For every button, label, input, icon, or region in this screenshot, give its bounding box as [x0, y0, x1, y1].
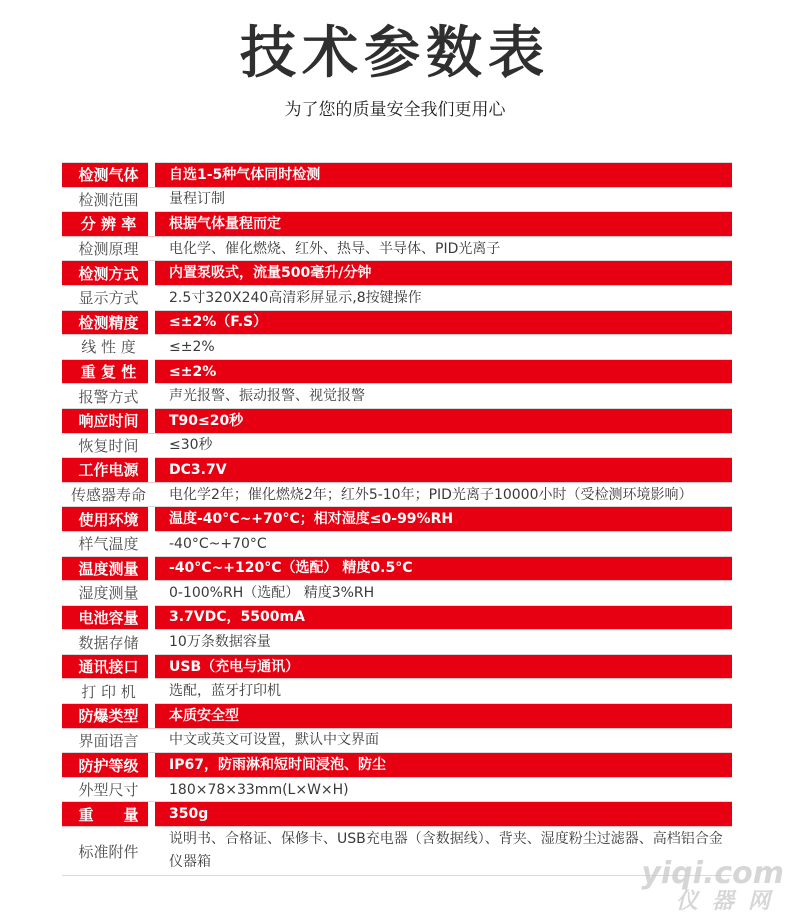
spec-value: 350g: [169, 806, 209, 823]
spec-label: 使用环境: [62, 509, 155, 530]
spec-label: 界面语言: [78, 731, 139, 750]
spec-row: [62, 261, 732, 286]
spec-value: ≤±2%: [169, 338, 215, 355]
spec-row: [62, 778, 732, 803]
spec-value: ≤±2%（F.S）: [169, 314, 268, 331]
spec-label: 外型尺寸: [78, 781, 139, 800]
page-title: 技术参数表: [240, 21, 550, 86]
spec-row: [62, 630, 732, 655]
spec-label: 标准附件: [78, 842, 139, 861]
spec-label: 数据存储: [78, 633, 139, 652]
spec-row: [62, 729, 732, 754]
spec-row: [62, 335, 732, 360]
spec-row: [62, 360, 732, 385]
spec-value: 本质安全型: [169, 707, 239, 724]
spec-row: [62, 163, 732, 188]
spec-label: 检测气体: [62, 164, 155, 185]
watermark-domain: yiqi.com: [641, 856, 784, 891]
spec-value: -40°C~+120°C（选配） 精度0.5°C: [169, 560, 413, 577]
spec-label: 电池容量: [62, 607, 155, 628]
spec-row: [62, 434, 732, 459]
spec-value: 中文或英文可设置，默认中文界面: [169, 732, 379, 749]
spec-row: [62, 311, 732, 336]
spec-value: 温度-40°C~+70°C；相对湿度≤0-99%RH: [169, 511, 454, 528]
spec-row: [62, 507, 732, 532]
spec-value: 0-100%RH（选配） 精度3%RH: [169, 584, 375, 601]
spec-value: 量程订制: [169, 191, 225, 208]
spec-value: 2.5寸320X240高清彩屏显示,8按键操作: [169, 289, 422, 306]
spec-label: 重 复 性: [62, 361, 155, 382]
spec-label: 工作电源: [62, 459, 155, 480]
spec-row: [62, 581, 732, 606]
spec-row: [62, 212, 732, 237]
spec-row: [62, 532, 732, 557]
spec-label: 湿度测量: [78, 584, 139, 603]
spec-row: [62, 679, 732, 704]
spec-row: [62, 483, 732, 508]
spec-value: 电化学2年；催化燃烧2年；红外5-10年；PID光离子10000小时（受检测环境影响）: [169, 486, 693, 503]
spec-label: 检测原理: [78, 240, 139, 259]
spec-label: 检测精度: [62, 312, 155, 333]
spec-label: 分 辨 率: [62, 213, 155, 234]
spec-label: 打 印 机: [81, 682, 136, 701]
spec-row: [62, 753, 732, 778]
spec-value: T90≤20秒: [169, 412, 244, 429]
spec-value: USB（充电与通讯）: [169, 658, 300, 675]
spec-row: [62, 827, 732, 876]
spec-table: [62, 162, 732, 876]
spec-row: [62, 606, 732, 631]
spec-row: [62, 188, 732, 213]
spec-row: [62, 655, 732, 680]
spec-value: 10万条数据容量: [169, 634, 271, 651]
watermark-brand: 仪器网: [675, 889, 784, 914]
spec-value: ≤±2%: [169, 363, 217, 380]
spec-value: 选配，蓝牙打印机: [169, 683, 281, 700]
spec-label: 防爆类型: [62, 705, 155, 726]
spec-value: 180×78×33mm(L×W×H): [169, 781, 349, 798]
spec-value: 自选1-5种气体同时检测: [169, 166, 321, 183]
spec-label: 线 性 度: [81, 338, 136, 357]
page-subtitle: 为了您的质量安全我们更用心: [284, 100, 506, 120]
spec-row: [62, 237, 732, 262]
watermark: [641, 856, 784, 915]
spec-label: 通讯接口: [62, 656, 155, 677]
spec-value: DC3.7V: [169, 461, 227, 478]
spec-label: 恢复时间: [78, 436, 139, 455]
spec-row: [62, 557, 732, 582]
spec-value: 说明书、合格证、保修卡、USB充电器（含数据线）、背夹、湿度粉尘过滤器、高档铝合金仪器箱: [169, 831, 723, 871]
spec-value: 电化学、催化燃烧、红外、热导、半导体、PID光离子: [169, 240, 501, 257]
spec-row: [62, 384, 732, 409]
spec-label: 显示方式: [78, 289, 139, 308]
spec-label: 温度测量: [62, 558, 155, 579]
spec-value: 声光报警、振动报警、视觉报警: [169, 388, 365, 405]
spec-label: 传感器寿命: [70, 486, 146, 505]
spec-value: 内置泵吸式，流量500毫升/分钟: [169, 265, 372, 282]
spec-value: ≤30秒: [169, 437, 213, 454]
spec-row: [62, 409, 732, 434]
spec-value: -40°C~+70°C: [169, 535, 267, 552]
spec-row: [62, 458, 732, 483]
spec-label: 响应时间: [62, 410, 155, 431]
spec-row: [62, 286, 732, 311]
spec-label: 报警方式: [78, 387, 139, 406]
spec-row: [62, 802, 732, 827]
spec-value: IP67，防雨淋和短时间浸泡、防尘: [169, 757, 386, 774]
spec-value: 根据气体量程而定: [169, 215, 281, 232]
spec-label: 重 量: [62, 804, 155, 825]
spec-label: 样气温度: [78, 535, 139, 554]
spec-label: 检测方式: [62, 263, 155, 284]
spec-label: 防护等级: [62, 755, 155, 776]
spec-row: [62, 704, 732, 729]
spec-value: 3.7VDC，5500mA: [169, 609, 305, 626]
spec-label: 检测范围: [78, 190, 139, 209]
